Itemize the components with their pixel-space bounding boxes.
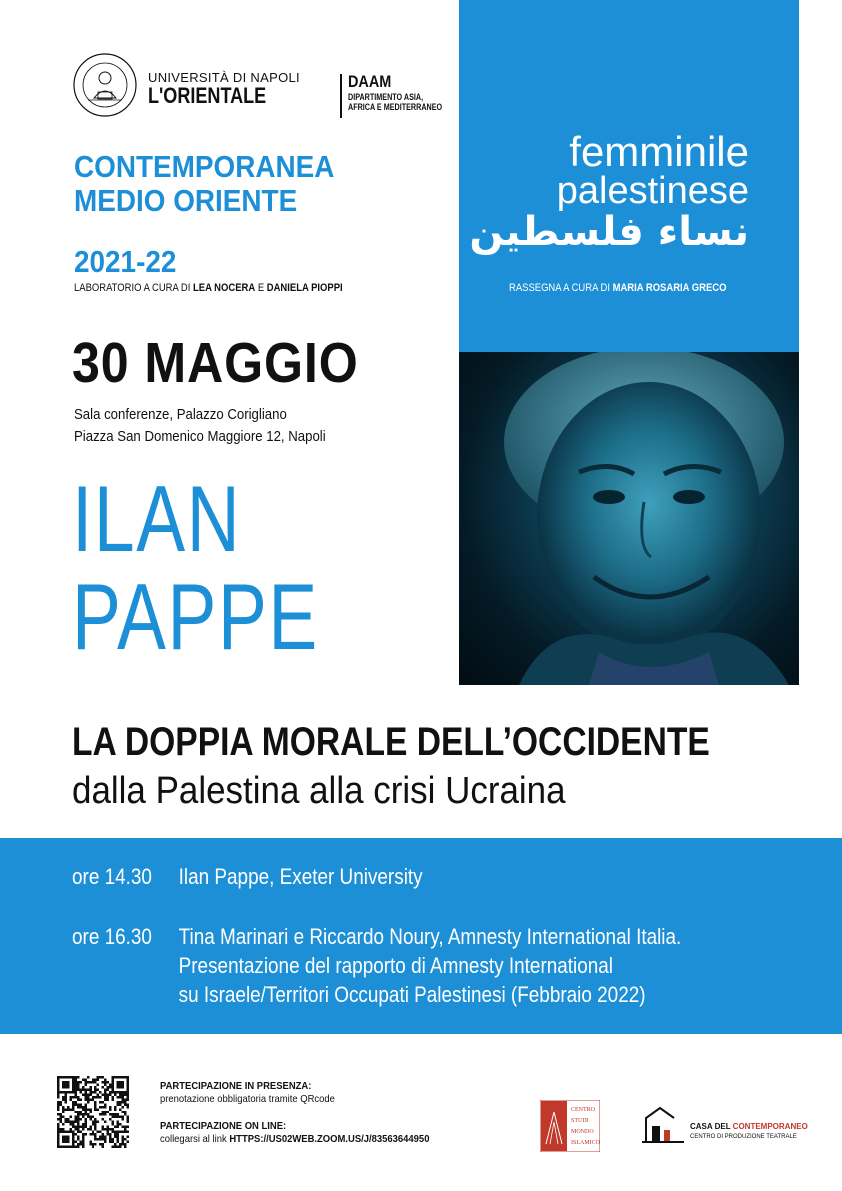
speaker-name: [72, 466, 319, 669]
speaker-photo: [459, 352, 799, 685]
series-title: [74, 150, 334, 218]
logo-divider: [340, 74, 342, 118]
speaker-last: PAPPE: [72, 564, 319, 669]
lab-prefix: LABORATORIO A CURA DI: [74, 282, 193, 294]
department-sub2: AFRICA E MEDITERRANEO: [348, 102, 443, 112]
inperson-text: prenotazione obbligatoria tramite QRcode: [160, 1093, 335, 1105]
rassegna-title1: femminile: [569, 128, 749, 175]
cdc-subtitle: CENTRO DI PRODUZIONE TEATRALE: [690, 1134, 797, 1140]
csmi-text-2: STUDI: [571, 1118, 589, 1124]
online-link[interactable]: HTTPS://US02WEB.ZOOM.US/J/83563644950: [229, 1133, 430, 1145]
program-desc-line: Ilan Pappe, Exeter University: [178, 864, 423, 889]
talk-title: LA DOPPIA MORALE DELL’OCCIDENTE: [72, 720, 710, 764]
department-title: DAAM: [348, 72, 392, 91]
university-seal-icon: [72, 52, 138, 118]
venue-line1: Sala conferenze, Palazzo Corigliano: [74, 406, 287, 423]
lab-curators: [74, 282, 343, 294]
csmi-text-1: CENTRO: [571, 1107, 595, 1113]
event-date: 30 MAGGIO: [72, 331, 359, 395]
csmi-text-3: MONDO: [571, 1129, 594, 1135]
speaker-first: ILAN: [72, 466, 242, 571]
curator-1: LEA NOCERA: [192, 282, 256, 294]
rassegna-title: [459, 128, 799, 255]
department-logo: [348, 72, 466, 112]
talk-subtitle: dalla Palestina alla crisi Ucraina: [72, 770, 566, 812]
curator-2: DANIELA PIOPPI: [266, 282, 343, 294]
university-logo: [72, 52, 443, 124]
program-desc-line: su Israele/Territori Occupati Palestinesi (Febbraio 2022): [178, 982, 646, 1007]
program-desc-line: Presentazione del rapporto di Amnesty International: [178, 953, 614, 978]
qr-code-icon[interactable]: [57, 1076, 129, 1148]
rassegna-title2: palestinese: [556, 170, 749, 212]
university-name-line1: UNIVERSITÀ DI NAPOLI: [148, 70, 300, 85]
program-time: ore 14.30: [72, 864, 152, 889]
event-venue: [74, 404, 326, 448]
series-year: 2021-22: [74, 244, 177, 279]
venue-line2: Piazza San Domenico Maggiore 12, Napoli: [74, 428, 326, 445]
program-desc-line: Tina Marinari e Riccardo Noury, Amnesty International Italia.: [178, 924, 682, 949]
rassegna-title-arabic: نساء فلسطين: [469, 209, 749, 255]
rassegna-prefix: RASSEGNA A CURA DI: [509, 282, 613, 294]
cdc-name: CONTEMPORANEO: [732, 1122, 808, 1131]
online-heading: PARTECIPAZIONE ON LINE:: [160, 1120, 287, 1132]
csmi-logo: [540, 1100, 600, 1152]
rassegna-curator: [509, 282, 726, 294]
program-item: [72, 922, 681, 1009]
university-name-line2: L'ORIENTALE: [148, 83, 267, 108]
cdc-prefix: CASA DEL: [690, 1122, 733, 1131]
portrait-icon: [459, 352, 799, 685]
participation-info: [160, 1080, 429, 1146]
rassegna-curator-name: MARIA ROSARIA GRECO: [612, 282, 727, 294]
program-item: [72, 862, 423, 891]
svg-text:CASA DEL CONTEMPORANEO: [690, 1122, 808, 1131]
inperson-heading: PARTECIPAZIONE IN PRESENZA:: [160, 1080, 312, 1092]
department-sub1: DIPARTIMENTO ASIA,: [348, 92, 424, 102]
series-line1: CONTEMPORANEA: [74, 149, 335, 184]
program-time: ore 16.30: [72, 924, 152, 949]
csmi-text-4: ISLAMICO: [571, 1140, 600, 1146]
online-prefix: collegarsi al link: [160, 1133, 230, 1145]
lab-and: E: [255, 282, 267, 294]
series-line2: MEDIO ORIENTE: [74, 183, 298, 218]
casa-del-contemporaneo-logo: [640, 1104, 820, 1144]
program-band: [0, 838, 842, 1034]
